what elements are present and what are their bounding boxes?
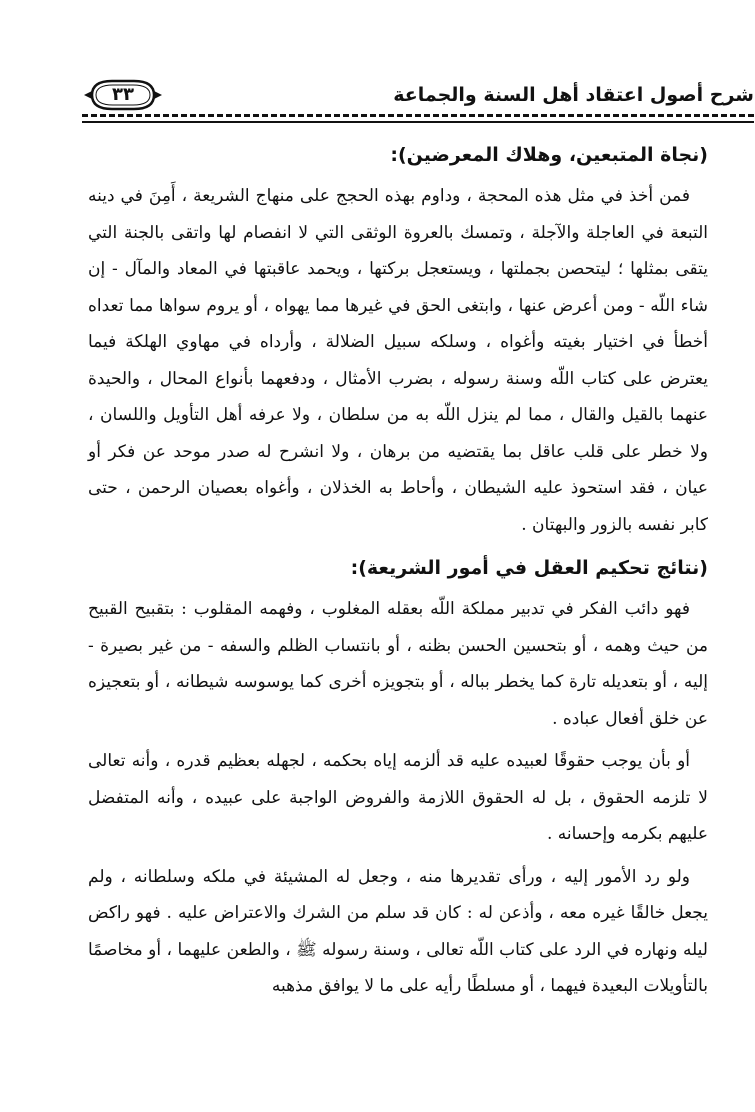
body-paragraph: فهو دائب الفكر في تدبير مملكة اللّه بعقله المغلوب ، وفهمه المقلوب : بتقبيح القبيح من حيث وهمه ، أو بتحسين الحسن بظنه ، أو بانتساب الظلم والسفه - من غير بصيرة - إليه ، أو بتعديله تارة كما يخطر بباله ، أو بتجويزه أخرى كما يوسوسه شيطانه ، أو بتعجيزه عن خلق أفعال عباده . [88,599,708,729]
page-body [88,130,708,1005]
section-heading: (نجاة المتبعين، وهلاك المعرضين): [390,144,708,166]
header-rule-dashed [82,114,754,117]
header-rule-solid [82,121,754,123]
section-heading: (نتائج تحكيم العقل في أمور الشريعة): [350,557,708,579]
page-header [82,76,754,116]
page-number-badge [82,78,164,112]
body-paragraph: فمن أخذ في مثل هذه المحجة ، وداوم بهذه الحجج على منهاج الشريعة ، أَمِنَ في دينه التبعة في العاجلة والآجلة ، وتمسك بالعروة الوثقى التي لا انفصام لها واتقى بالجنة التي يتقى بمثلها ؛ ليتحصن بجملتها ، ويستعجل بركتها ، ويحمد عاقبتها في المعاد والمآل - إن شاء اللّه - ومن أعرض عنها ، وابتغى الحق في غيرها مما يهواه ، أو يروم سواها مما تعداه أخطأ في اختيار بغيته وأغواه ، وسلكه سبيل الضلالة ، وأرداه في مهاوي الهلكة فيما يعترض على كتاب اللّه وسنة رسوله ، بضرب الأمثال ، ودفعهما بأنواع المحال ، والحيدة عنهما بالقيل والقال ، مما لم ينزل اللّه به من سلطان ، ولا عرفه أهل التأويل واللسان ، ولا خطر على قلب عاقل بما يقتضيه من برهان ، ولا انشرح له صدر موحد عن فكر أو عيان ، فقد استحوذ عليه الشيطان ، وأحاط به الخذلان ، وأغواه بعصيان الرحمن ، حتى كابر نفسه بالزور والبهتان . [88,186,708,535]
page-number: ٣٣ [112,84,134,105]
body-paragraph: أو بأن يوجب حقوقًا لعبيده عليه قد ألزمه إياه بحكمه ، لجهله بعظيم قدره ، وأنه تعالى لا تلزمه الحقوق ، بل له الحقوق اللازمة والفروض الواجبة على عبيده ، وأنه المتفضل عليهم بكرمه وإحسانه . [88,751,708,844]
running-title: شرح أصول اعتقاد أهل السنة والجماعة [393,84,754,106]
body-paragraph: ولو رد الأمور إليه ، ورأى تقديرها منه ، وجعل له المشيئة في ملكه وسلطانه ، ولم يجعل خالقًا غيره معه ، وأذعن له : كان قد سلم من الشرك والاعتراض عليه . فهو راكض ليله ونهاره في الرد على كتاب اللّه تعالى ، وسنة رسوله ﷺ ، والطعن عليهما ، أو مخاصمًا بالتأويلات البعيدة فيهما ، أو مسلطًا رأيه على ما لا يوافق مذهبه [88,866,708,996]
